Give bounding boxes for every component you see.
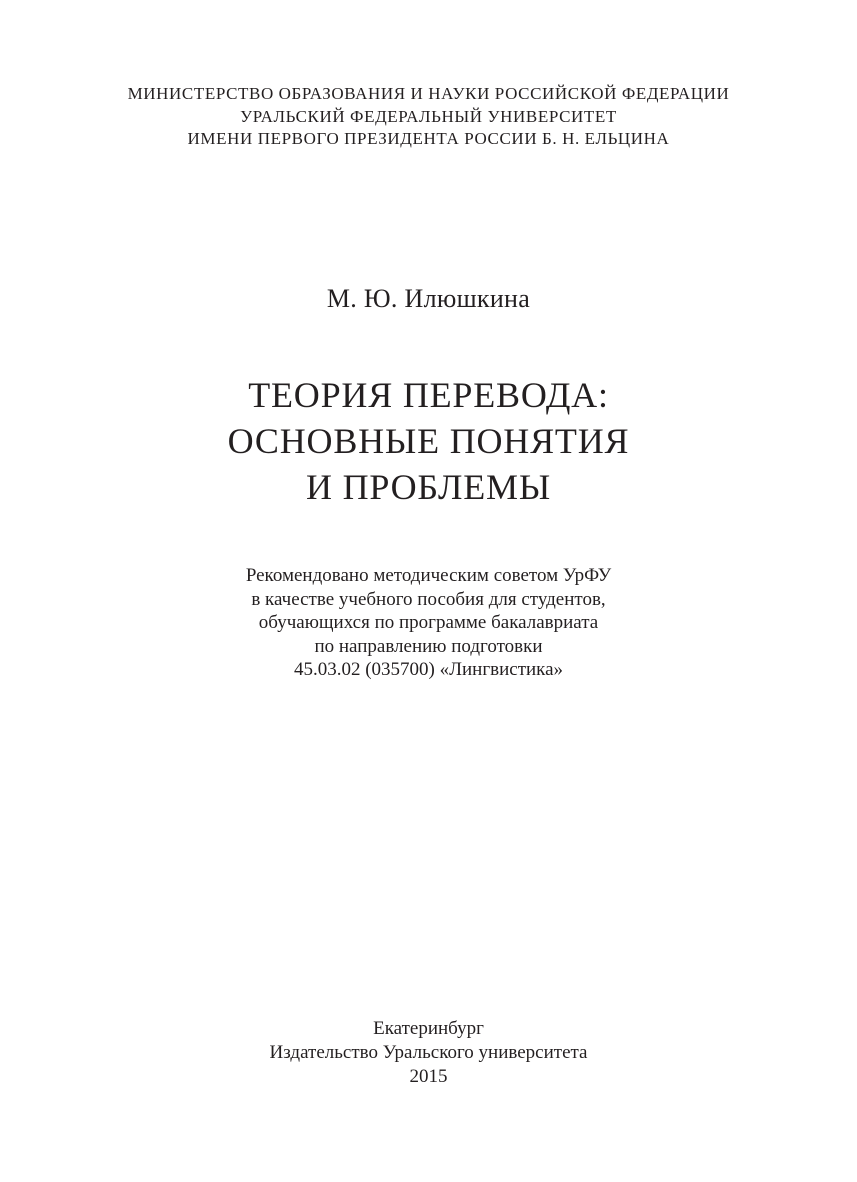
recommendation-line-4: по направлению подготовки xyxy=(314,635,543,657)
recommendation-line-1: Рекомендовано методическим советом УрФУ xyxy=(245,565,612,586)
imprint-city: Екатеринбург xyxy=(373,1018,484,1039)
title-line-2: ОСНОВНЫЕ ПОНЯТИЯ xyxy=(227,421,630,461)
recommendation-line-2: в качестве учебного пособия для студентов, xyxy=(251,588,606,610)
university-line: УРАЛЬСКИЙ ФЕДЕРАЛЬНЫЙ УНИВЕРСИТЕТ xyxy=(240,106,617,126)
imprint-year: 2015 xyxy=(409,1066,448,1087)
book-title xyxy=(0,372,857,510)
imprint-publisher: Издательство Уральского университета xyxy=(269,1042,588,1063)
author-name: М. Ю. Илюшкина xyxy=(326,284,531,313)
university-name-line: ИМЕНИ ПЕРВОГО ПРЕЗИДЕНТА РОССИИ Б. Н. ЕЛЬЦИНА xyxy=(187,129,670,148)
title-line-3: И ПРОБЛЕМЫ xyxy=(305,467,552,507)
recommendation-line-5: 45.03.02 (035700) «Лингвистика» xyxy=(293,659,564,680)
recommendation-block xyxy=(0,564,857,682)
title-line-1: ТЕОРИЯ ПЕРЕВОДА: xyxy=(248,375,609,415)
recommendation-line-3: обучающихся по программе бакалавриата xyxy=(258,612,599,633)
ministry-line: МИНИСТЕРСТВО ОБРАЗОВАНИЯ И НАУКИ РОССИЙСКОЙ ФЕДЕРАЦИИ xyxy=(127,84,730,103)
imprint-block xyxy=(0,1017,857,1089)
institution-header xyxy=(0,83,857,151)
